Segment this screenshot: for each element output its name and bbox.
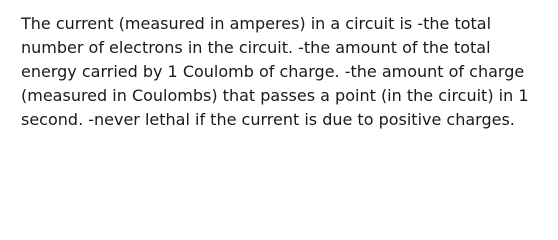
question-text: The current (measured in amperes) in a circuit is -the total number of electrons in the circuit. -the amount of the total energy carried by 1 Coulomb of charge. -the amount of charge (measured in Coulombs) that passes a point (in the circuit) in 1 second. -never lethal if the current is due to positive charges. <box>21 14 529 129</box>
